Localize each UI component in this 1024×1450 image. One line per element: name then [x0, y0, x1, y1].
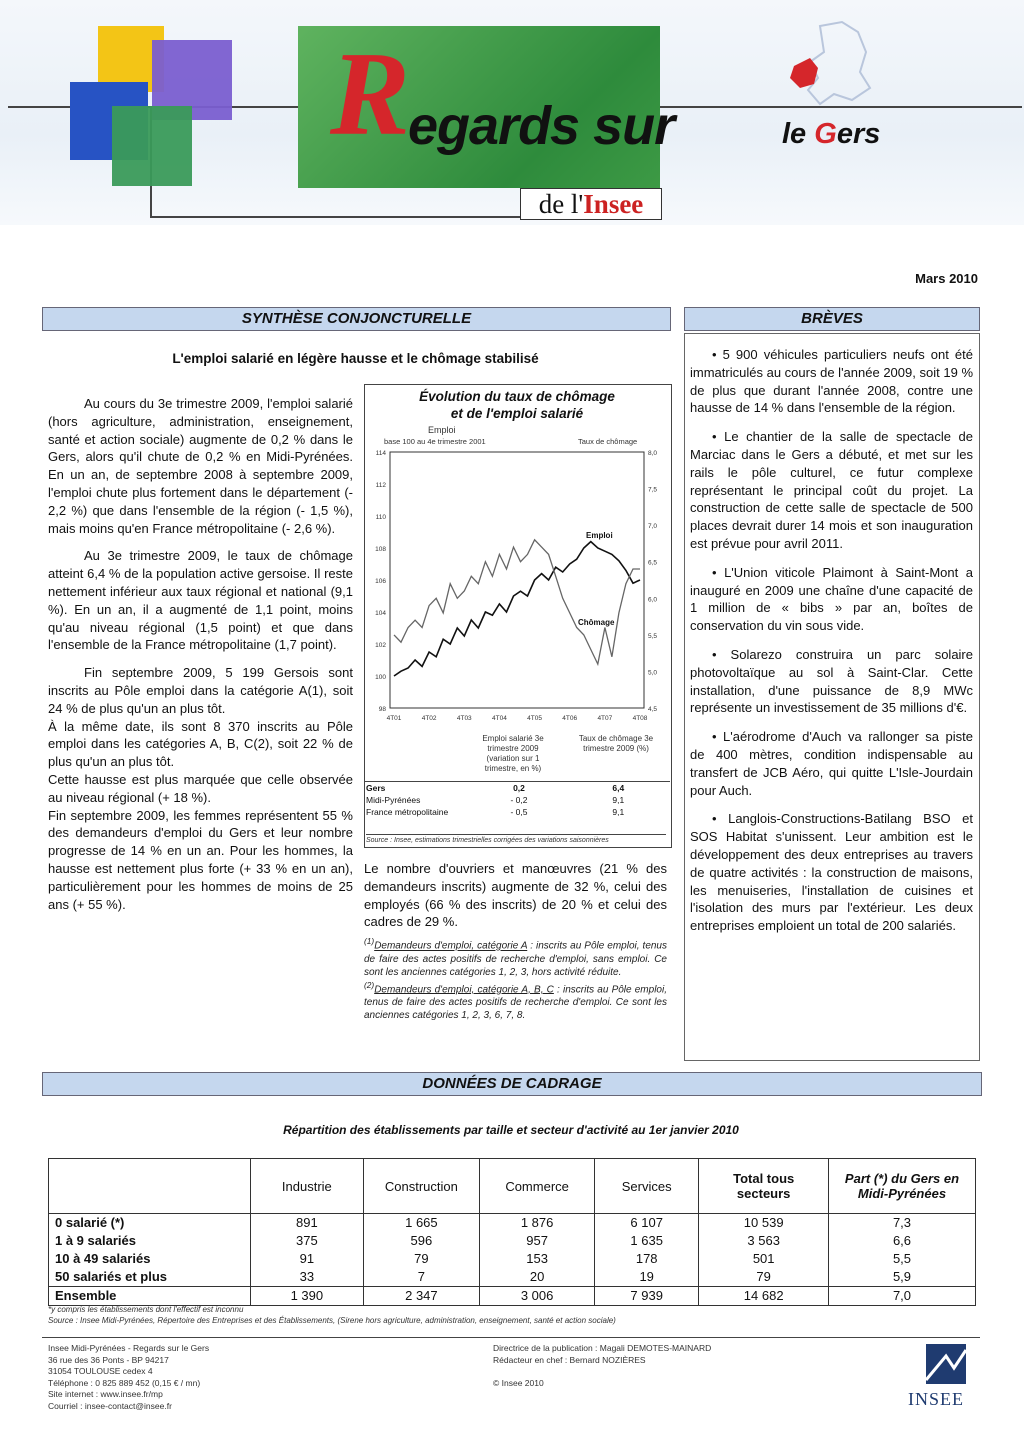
table-cell: 19 [595, 1268, 699, 1287]
logo-squares [70, 26, 235, 191]
chart-table-row [364, 806, 670, 818]
y-right-tick-label: 7,5 [648, 486, 658, 494]
table-cell: 5,9 [829, 1268, 976, 1287]
y-right-tick-label: 7,0 [648, 523, 658, 531]
chart-table-cell: 0,2 [513, 783, 525, 793]
section-breves: BRÈVES [684, 307, 980, 331]
x-tick-label: 4T03 [456, 715, 472, 722]
table-cell: 20 [480, 1268, 595, 1287]
insee-logo-text: INSEE [908, 1389, 964, 1409]
cadrage-table [48, 1158, 976, 1306]
table-cell: 7,3 [829, 1214, 976, 1233]
publisher-tag: de l'Insee [520, 188, 662, 220]
column-header: Services [595, 1159, 699, 1214]
breve-item: • L'Union viticole Plaimont à Saint-Mont a inauguré en 2009 une chaîne d'une capacité de 1 million de « bibs » par an, boîtes de conservation du vin sous vide. [690, 564, 973, 634]
breve-item: • L'aérodrome d'Auch va rallonger sa piste de 400 mètres, condition indispensable au transfert de JCB Aéro, qui quitte L'Isle-Jourdain pour Auch. [690, 729, 973, 798]
x-tick-label: 4T07 [597, 715, 613, 722]
publication-title: egards sur [408, 96, 675, 156]
table-cell: 2 347 [363, 1287, 480, 1306]
chart-table-cell: Gers [366, 783, 386, 793]
column-header: Industrie [251, 1159, 364, 1214]
table-cell: 1 665 [363, 1214, 480, 1233]
cadrage-table-title: Répartition des établissements par taille et secteur d'activité au 1er janvier 2010 [283, 1123, 739, 1137]
footer-credits: Directrice de la publication : Magali DEMOTES-MAINARD Rédacteur en chef : Bernard NOZIÈRES © Insee 2010 [493, 1343, 712, 1388]
breve-item: • 5 900 véhicules particuliers neufs ont été immatriculés au cours de l'année 2009, soit 19 % de plus que durant l'année 2008, contre une hausse de 14 % dans l'ensemble de la région. [690, 347, 973, 416]
table-cell: 50 salariés et plus [49, 1268, 251, 1287]
chart-table-cell: - 0,2 [510, 795, 528, 805]
chart-table-row [364, 794, 670, 806]
table-cell: 5,5 [829, 1250, 976, 1268]
footnote-1: $^{(1)}$Demandeurs d'emploi, catégorie A : inscrits au Pôle emploi, tenus de faire des actes positifs de recherche d'emploi, sans emploi. Ce sont les anciennes catégories 1, 2, 3, hors activité réduite. [364, 936, 667, 978]
footer-address-line: 36 rue des 36 Ponts - BP 94217 [48, 1354, 169, 1365]
section-synthese: SYNTHÈSE CONJONCTURELLE [42, 307, 671, 331]
table-cell: 3 006 [480, 1287, 595, 1306]
chart-table-header-emploi: Emploi salarié 3e trimestre 2009 (variation sur 1 trimestre, en %) [482, 734, 544, 773]
column-header: Part (*) du Gers en Midi-Pyrénées [829, 1159, 976, 1214]
footer-address [48, 1343, 209, 1412]
y-left-tick-label: 104 [375, 610, 386, 617]
table-cell: 1 390 [251, 1287, 364, 1306]
table-cell: 957 [480, 1232, 595, 1250]
table-cell: 79 [699, 1268, 829, 1287]
table-cell: 596 [363, 1232, 480, 1250]
table-cell: 501 [699, 1250, 829, 1268]
paragraph: À la même date, ils sont 8 370 inscrits au Pôle emploi dans les catégories A, B, C(2), soit 22 % de plus qu'un an plus tôt. [48, 718, 353, 770]
paragraph: Cette hausse est plus marquée que celle observée au niveau régional (+ 18 %). [48, 771, 353, 805]
table-total-row [49, 1287, 976, 1306]
table-cell: 7 939 [595, 1287, 699, 1306]
y-right-tick-label: 5,0 [648, 669, 658, 677]
footnote-2: $^{(2)}$Demandeurs d'emploi, catégorie A, B, C : inscrits au Pôle emploi, tenus de faire des actes positifs de recherche d'emploi. Ce sont les anciennes catégories 1, 2, 3, 6, 7, 8. [364, 979, 667, 1021]
synthese-left-column [48, 395, 353, 923]
section-cadrage: DONNÉES DE CADRAGE [42, 1072, 982, 1096]
chart-table-row [364, 782, 670, 794]
territory-name: le Gers [782, 118, 881, 150]
table-cell: Ensemble [49, 1287, 251, 1306]
y-right-tick-label: 4,5 [648, 706, 658, 713]
y-left-tick-label: 102 [375, 642, 386, 649]
chart-table [364, 781, 670, 818]
cadrage-note: *y compris les établissements dont l'effectif est inconnu [48, 1305, 244, 1314]
y-right-tick-label: 6,5 [648, 559, 658, 567]
table-row [49, 1250, 976, 1268]
column-header: Commerce [480, 1159, 595, 1214]
table-cell: 0 salarié (*) [49, 1214, 251, 1233]
table-cell: 91 [251, 1250, 364, 1268]
series-line-chomage [394, 540, 640, 664]
y-left-tick-label: 112 [375, 482, 386, 489]
table-cell: 375 [251, 1232, 364, 1250]
plot-frame [390, 452, 644, 708]
title-initial: R [330, 27, 411, 160]
chart-source: Source : Insee, estimations trimestrielles corrigées des variations saisonnières [366, 834, 666, 846]
series-line-emploi [394, 542, 640, 676]
table-cell: 153 [480, 1250, 595, 1268]
chart-table-cell: 6,4 [612, 783, 625, 793]
breves-list [690, 346, 973, 946]
x-tick-label: 4T01 [386, 715, 402, 722]
breve-item: • Le chantier de la salle de spectacle de Marciac dans le Gers a débuté, et met sur les rails le pôle culturel, ce futur complexe représentant le principal coût du projet. La construction de cette salle de spectacle de 500 places devrait durer 14 mois et son inauguration est prévue pour avril 2011. [690, 429, 973, 551]
table-cell: 3 563 [699, 1232, 829, 1250]
left-axis-title: Emploi [428, 425, 456, 435]
table-cell: 6,6 [829, 1232, 976, 1250]
table-cell: 10 539 [699, 1214, 829, 1233]
table-cell: 33 [251, 1268, 364, 1287]
table-cell: 7 [363, 1268, 480, 1287]
table-row [49, 1232, 976, 1250]
footer-address-line: 31054 TOULOUSE cedex 4 [48, 1366, 153, 1376]
y-left-tick-label: 106 [375, 578, 386, 585]
right-axis-title: Taux de chômage [578, 437, 638, 446]
footer-address-line: Insee Midi-Pyrénées - Regards sur le Gers [48, 1343, 210, 1353]
chart-table-header-chomage: Taux de chômage 3e trimestre 2009 (%) [578, 734, 654, 753]
table-header-row [49, 1159, 976, 1214]
x-tick-label: 4T02 [421, 715, 437, 722]
region-map-icon [780, 18, 880, 108]
chart-table-cell: Midi-Pyrénées [366, 795, 421, 805]
chart-table-cell: France métropolitaine [366, 807, 449, 817]
series-label-chomage: Chômage [578, 618, 615, 627]
footer-address-line: Téléphone : 0 825 889 452 (0,15 € / mn) [48, 1377, 201, 1388]
line-chart [364, 440, 670, 730]
paragraph: Fin septembre 2009, les femmes représentent 55 % des demandeurs d'emploi du Gers et leur nombre progresse de 14 % en un an. Pour les hommes, la hausse est nettement plus forte (+ 33 % en un an), particulièrement pour les hommes de moins de 25 ans (+ 55 %). [48, 807, 353, 912]
y-right-tick-label: 5,5 [648, 632, 658, 640]
footer-address-line: Courriel : insee-contact@insee.fr [48, 1400, 172, 1411]
chart-table-cell: - 0,5 [510, 807, 528, 817]
chart-table-cell: 9,1 [612, 795, 625, 805]
issue-date: Mars 2010 [915, 271, 978, 286]
paragraph: Au 3e trimestre 2009, le taux de chômage atteint 6,4 % de la population active gersoise. Il reste nettement inférieur aux taux régional et national (9,1 %). En un an, il a augmenté de 1,1 point, moins qu'au niveau régional (1,5 point) et que dans l'ensemble de la France métropolitaine (1,7 point). [48, 548, 353, 653]
paragraph: Le nombre d'ouvriers et manœuvres (21 % des demandeurs inscrits) augmente de 32 %, celui des employés (66 % des inscrits) de 20 % et celui des cadres de 29 %. [364, 861, 667, 930]
left-axis-subtitle: base 100 au 4e trimestre 2001 [384, 437, 486, 446]
table-cell: 178 [595, 1250, 699, 1268]
cadrage-source: Source : Insee Midi-Pyrénées, Répertoire des Entreprises et des Établissements, (Sirene hors agriculture, administration, enseignement, santé et action sociale) [48, 1316, 616, 1325]
insee-logo [908, 1340, 974, 1414]
footer-rule [42, 1337, 980, 1338]
table-row [49, 1268, 976, 1287]
headline: L'emploi salarié en légère hausse et le chômage stabilisé [172, 351, 539, 366]
y-left-tick-label: 114 [375, 450, 386, 457]
column-header [49, 1159, 251, 1214]
insee-logo-icon [908, 1340, 974, 1386]
breve-item: • Solarezo construira un parc solaire photovoltaïque au sol à Saint-Clar. Cette installation, d'une puissance de 8,9 MWc représente un investissement de 35 millions d'€. [690, 646, 973, 716]
synthese-right-column [364, 860, 667, 1022]
table-cell: 79 [363, 1250, 480, 1268]
column-header: Construction [363, 1159, 480, 1214]
y-right-tick-label: 6,0 [648, 596, 658, 604]
chart-title: Évolution du taux de chômage et de l'emploi salarié [419, 389, 615, 421]
paragraph: Au cours du 3e trimestre 2009, l'emploi salarié (hors agriculture, administration, enseignement, santé et action sociale) augmente de 0,2 % dans le Gers, alors qu'il chute de 0,2 % en Midi-Pyrénées. En un an, de septembre 2008 à septembre 2009, l'emploi chute plus fortement dans le département (- 2,2 %) que dans l'ensemble de la région (- 1,5 %), mais moins qu'en France métropolitaine (- 2,6 %). [48, 396, 353, 536]
x-tick-label: 4T04 [492, 715, 507, 722]
y-left-tick-label: 98 [378, 706, 386, 713]
footer-address-line: Site internet : www.insee.fr/mp [48, 1389, 163, 1399]
table-cell: 7,0 [829, 1287, 976, 1306]
table-cell: 6 107 [595, 1214, 699, 1233]
y-left-tick-label: 108 [375, 546, 386, 553]
table-cell: 1 635 [595, 1232, 699, 1250]
table-row [49, 1214, 976, 1233]
paragraph: Fin septembre 2009, 5 199 Gersois sont inscrits au Pôle emploi dans la catégorie A(1), soit 24 % de plus qu'un an plus tôt. [48, 665, 353, 716]
table-cell: 10 à 49 salariés [49, 1250, 251, 1268]
table-cell: 14 682 [699, 1287, 829, 1306]
table-cell: 1 876 [480, 1214, 595, 1233]
x-tick-label: 4T05 [527, 715, 542, 722]
table-cell: 1 à 9 salariés [49, 1232, 251, 1250]
y-left-tick-label: 100 [375, 674, 386, 681]
x-tick-label: 4T06 [562, 715, 578, 722]
breve-item: • Langlois-Constructions-Batilang BSO et SOS Habitat s'unissent. Leur ambition est le développement des deux entreprises au travers de quatre activités : la construction de maisons, les menuiseries, l'installation de cuisines et l'isolation des murs par l'extérieur. Les deux entreprises emploient un total de 200 salariés. [690, 811, 973, 934]
table-cell: 891 [251, 1214, 364, 1233]
x-tick-label: 4T08 [632, 715, 648, 722]
chart-table-cell: 9,1 [612, 807, 625, 817]
series-label-emploi: Emploi [586, 531, 613, 540]
y-left-tick-label: 110 [375, 514, 386, 521]
y-right-tick-label: 8,0 [648, 450, 658, 457]
column-header: Total tous secteurs [699, 1159, 829, 1214]
